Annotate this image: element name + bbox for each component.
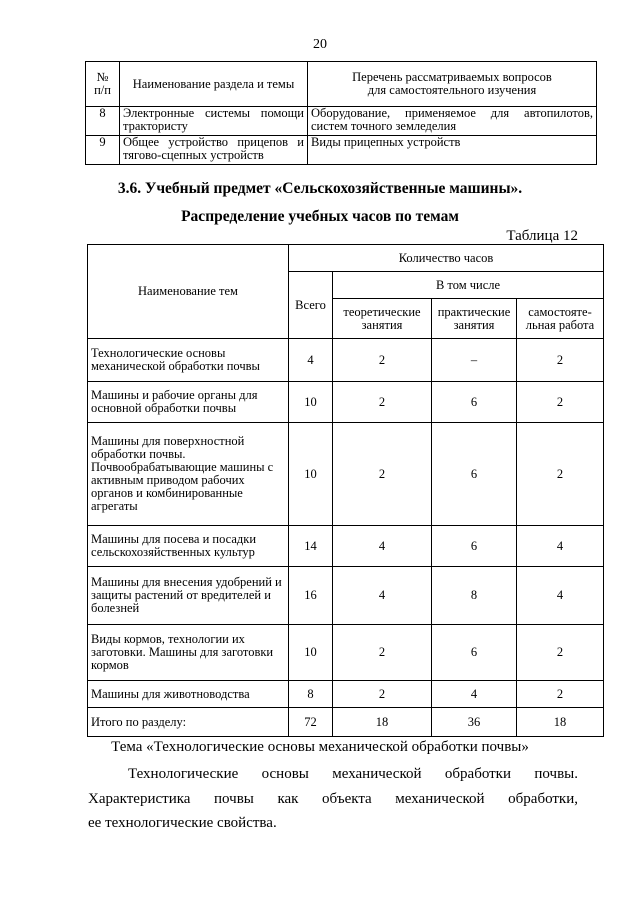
row-topic-name: Машины для поверхностной обработки почвы. Почвообрабатывающие машины с активным приводом рабочих органов и комбинированные агрегаты (88, 423, 289, 526)
col-theory-header: теоретические занятия (333, 299, 432, 339)
row-total-hours: 16 (289, 567, 333, 625)
row-self-hours: 4 (517, 526, 604, 567)
table-row (86, 107, 597, 136)
table-label: Таблица 12 (506, 228, 578, 244)
row-self-hours: 2 (517, 423, 604, 526)
col-section-header: Наименование раздела и темы (120, 62, 308, 107)
table-header-row (86, 62, 597, 107)
table-row (88, 625, 604, 681)
row-theory-hours: 2 (333, 681, 432, 708)
row-self-hours: 2 (517, 681, 604, 708)
row-practice-hours: – (432, 339, 517, 382)
row-topic-name: Итого по разделу: (88, 708, 289, 737)
row-number: 8 (86, 107, 120, 136)
row-theory-hours: 4 (333, 526, 432, 567)
row-practice-hours: 6 (432, 382, 517, 423)
theme-title: Тема «Технологические основы механической обработки почвы» (111, 739, 529, 755)
row-topic-name: Машины для посева и посадки сельскохозяйственных культур (88, 526, 289, 567)
paragraph-line: Характеристика почвы как объекта механической обработки, (88, 791, 578, 807)
row-questions: Оборудование, применяемое для автопилотов, систем точного земледелия (308, 107, 597, 136)
table-row (86, 136, 597, 165)
topics-table (85, 61, 597, 165)
row-number: 9 (86, 136, 120, 165)
page-number: 20 (313, 37, 327, 52)
row-topic-name: Машины для животноводства (88, 681, 289, 708)
row-section: Общее устройство прицепов и тягово-сцепных устройств (120, 136, 308, 165)
col-name-header: Наименование тем (88, 245, 289, 339)
row-practice-hours: 8 (432, 567, 517, 625)
row-practice-hours: 6 (432, 526, 517, 567)
row-theory-hours: 2 (333, 625, 432, 681)
row-total-hours: 72 (289, 708, 333, 737)
row-section: Электронные системы помощи трактористу (120, 107, 308, 136)
row-topic-name: Виды кормов, технологии их заготовки. Машины для заготовки кормов (88, 625, 289, 681)
hours-table (87, 244, 604, 737)
section-heading: 3.6. Учебный предмет «Сельскохозяйственные машины». (117, 180, 523, 197)
row-questions: Виды прицепных устройств (308, 136, 597, 165)
row-practice-hours: 6 (432, 625, 517, 681)
row-practice-hours: 6 (432, 423, 517, 526)
row-topic-name: Машины для внесения удобрений и защиты растений от вредителей и болезней (88, 567, 289, 625)
table-row (88, 681, 604, 708)
paragraph-line: ее технологические свойства. (88, 815, 277, 831)
row-theory-hours: 2 (333, 339, 432, 382)
row-total-hours: 8 (289, 681, 333, 708)
row-total-hours: 14 (289, 526, 333, 567)
col-total-header: Всего (289, 272, 333, 339)
table-row (88, 526, 604, 567)
row-self-hours: 2 (517, 625, 604, 681)
row-practice-hours: 4 (432, 681, 517, 708)
row-self-hours: 2 (517, 339, 604, 382)
col-questions-header: Перечень рассматриваемых вопросов для самостоятельного изучения (308, 62, 597, 107)
table-row (88, 382, 604, 423)
table-row (88, 339, 604, 382)
col-quantity-header: Количество часов (289, 245, 604, 272)
col-practice-header: практические занятия (432, 299, 517, 339)
row-theory-hours: 18 (333, 708, 432, 737)
row-practice-hours: 36 (432, 708, 517, 737)
table-row (88, 423, 604, 526)
row-self-hours: 2 (517, 382, 604, 423)
table-row (88, 708, 604, 737)
row-self-hours: 18 (517, 708, 604, 737)
row-total-hours: 10 (289, 423, 333, 526)
table-row (88, 567, 604, 625)
col-number-header: № п/п (86, 62, 120, 107)
paragraph-line: Технологические основы механической обработки почвы. (128, 766, 578, 782)
row-total-hours: 4 (289, 339, 333, 382)
row-theory-hours: 2 (333, 423, 432, 526)
row-total-hours: 10 (289, 382, 333, 423)
row-topic-name: Машины и рабочие органы для основной обработки почвы (88, 382, 289, 423)
row-theory-hours: 2 (333, 382, 432, 423)
table-heading: Распределение учебных часов по темам (181, 208, 459, 225)
row-total-hours: 10 (289, 625, 333, 681)
col-self-header: самостояте- льная работа (517, 299, 604, 339)
row-self-hours: 4 (517, 567, 604, 625)
row-topic-name: Технологические основы механической обработки почвы (88, 339, 289, 382)
row-theory-hours: 4 (333, 567, 432, 625)
col-including-header: В том числе (333, 272, 604, 299)
